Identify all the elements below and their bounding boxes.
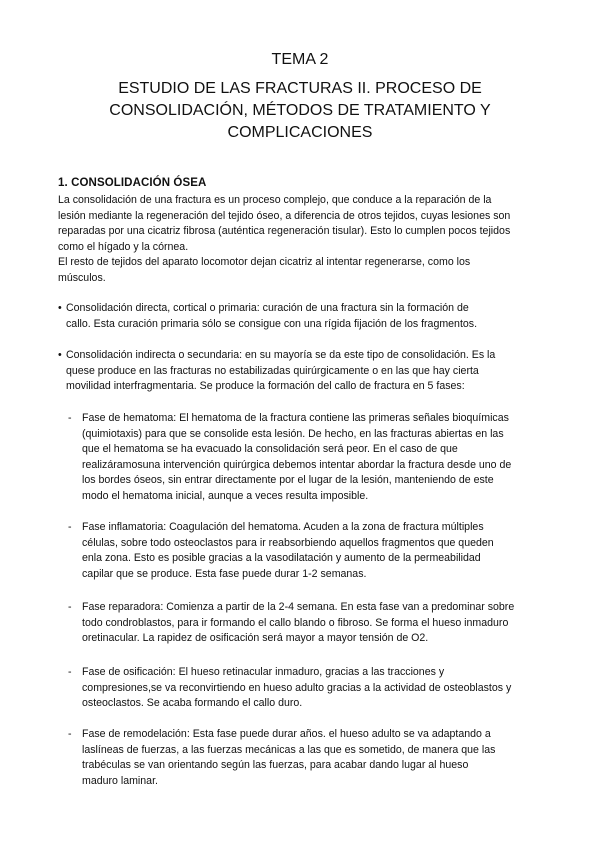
section-heading: 1. CONSOLIDACIÓN ÓSEA (58, 177, 207, 189)
title-line: CONSOLIDACIÓN, MÉTODOS DE TRATAMIENTO Y (109, 102, 491, 119)
text-line: movilidad interfragmentaria. Se produce la formación del callo de fractura en 5 fases: (66, 380, 465, 393)
text-line: capilar que se produce. Esta fase puede durar 1-2 semanas. (82, 567, 367, 580)
text-line: realizáramosuna intervención quirúrgica debemos intentar abordar la fractura desde uno de (82, 458, 512, 471)
text-line: enla zona. Esto es posible gracias a la vasodilatación y aumento de la permeabilidad (82, 552, 481, 565)
text-line: todo condroblastos, para ir formando el callo blando o fibroso. Se forma el hueso inmaduro (82, 616, 509, 629)
phase-item (68, 727, 544, 789)
dash-marker: - (68, 666, 72, 678)
text-line: músculos. (58, 271, 106, 284)
title-line: COMPLICACIONES (227, 124, 373, 141)
title-line: ESTUDIO DE LAS FRACTURAS II. PROCESO DE (118, 80, 482, 97)
bullet-marker: • (58, 302, 62, 314)
phase-item (68, 600, 544, 647)
text-line: osteoclastos. Se acaba formando el callo duro. (82, 697, 303, 710)
text-line: oretinacular. La rapidez de osificación será mayor a mayor tensión de O2. (82, 632, 429, 645)
text-line: (quimiotaxis) para que se consolide esta lesión. De hecho, en las fracturas abiertas en las (82, 427, 504, 440)
text-line: Fase reparadora: Comienza a partir de la 2-4 semana. En esta fase van a predominar sobre (82, 601, 515, 613)
phase-item (68, 665, 544, 712)
text-line: reparadas por una cicatriz fibrosa (auténtica regeneración tisular). Esto lo cumplen pocos tejidos (58, 225, 511, 238)
text-line: lesión mediante la regeneración del tejido óseo, a diferencia de otros tejidos, cuyas lesiones son (58, 209, 511, 222)
dash-marker: - (68, 412, 72, 424)
text-line: compresiones,se va reconvirtiendo en hueso adulto gracias a la actividad de osteoblastos y (82, 681, 512, 694)
phase-item (68, 411, 544, 505)
bullet-item (58, 301, 548, 332)
dash-marker: - (68, 601, 72, 613)
text-line: que el hematoma se ha evacuado la consolidación será peor. En el caso de que (82, 443, 458, 456)
document-title (80, 78, 520, 144)
text-line: Consolidación indirecta o secundaria: en su mayoría se da este tipo de consolidación. Es la (66, 349, 496, 361)
text-line: como el hígado y la córnea. (58, 240, 189, 253)
text-line: Fase de remodelación: Esta fase puede durar años. el hueso adulto se va adaptando a (82, 728, 491, 740)
bullet-marker: • (58, 349, 62, 361)
text-line: quese produce en las fracturas no estabilizadas quirúrgicamente o en las que hay cierta (66, 364, 479, 377)
text-line: callo. Esta curación primaria sólo se consigue con una rígida fijación de los fragmentos. (66, 317, 478, 330)
topic-number: TEMA 2 (271, 51, 329, 68)
text-line: trabéculas se van orientando según las fuerzas, para acabar dando lugar al hueso (82, 759, 469, 772)
text-line: Fase de osificación: El hueso retinacular inmaduro, gracias a las tracciones y (82, 666, 445, 678)
text-line: Consolidación directa, cortical o primaria: curación de una fractura sin la formación de (66, 302, 469, 314)
text-line: Fase de hematoma: El hematoma de la fractura contiene las primeras señales bioquímicas (82, 412, 509, 424)
text-line: maduro laminar. (82, 774, 158, 787)
dash-marker: - (68, 521, 72, 533)
phase-item (68, 520, 544, 582)
bullet-item (58, 348, 548, 395)
text-line: laslíneas de fuerzas, a las fuerzas mecánicas a las que es sometido, de manera que las (82, 743, 496, 756)
intro-paragraph (58, 193, 548, 287)
text-line: modo el hematoma inicial, aunque a veces resulta imposible. (82, 489, 369, 502)
text-line: los bordes óseos, sin entrar directamente por el lugar de la lesión, manteniendo de este (82, 474, 494, 487)
text-line: células, sobre todo osteoclastos para ir reabsorbiendo aquellos fragmentos que queden (82, 536, 494, 549)
text-line: Fase inflamatoria: Coagulación del hematoma. Acuden a la zona de fractura múltiples (82, 521, 484, 533)
text-line: El resto de tejidos del aparato locomotor dejan cicatriz al intentar regenerarse, como los (58, 256, 471, 269)
text-line: La consolidación de una fractura es un proceso complejo, que conduce a la reparación de la (58, 194, 492, 206)
dash-marker: - (68, 728, 72, 740)
